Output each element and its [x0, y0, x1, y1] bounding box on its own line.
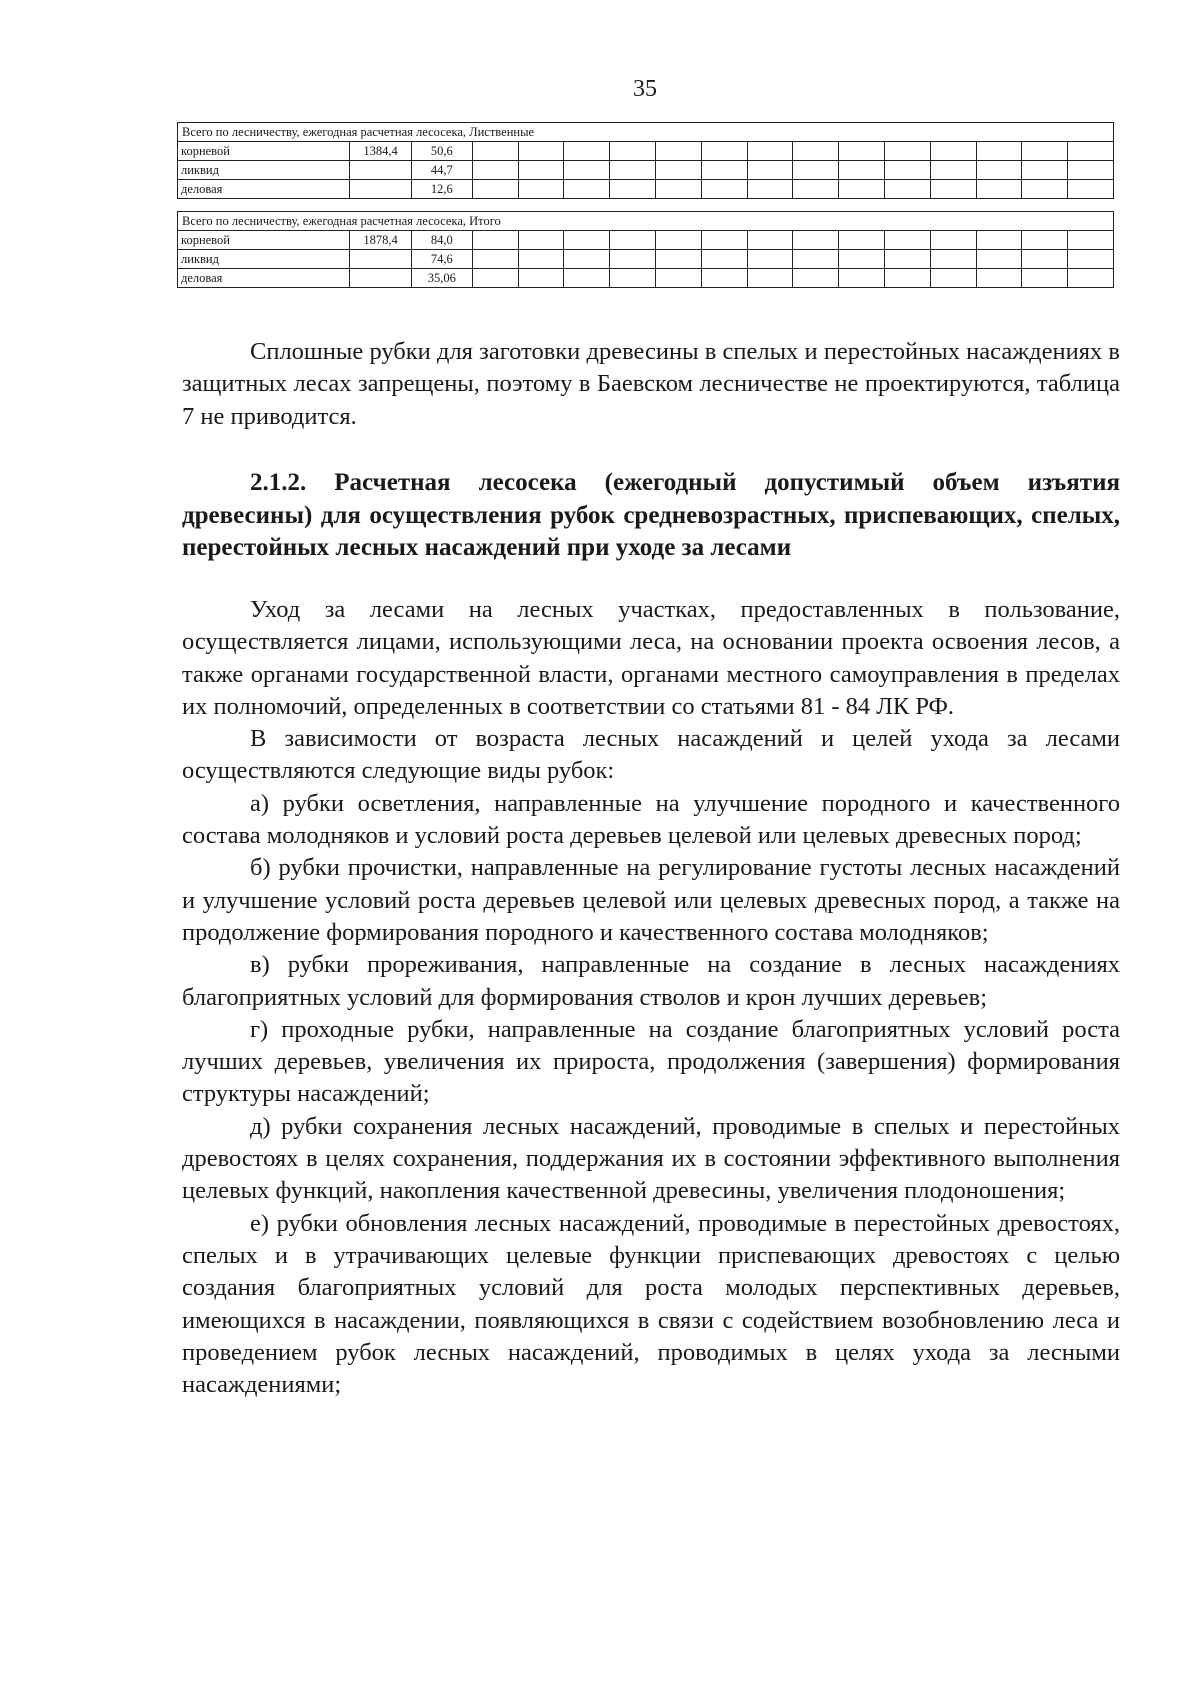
empty-cell — [839, 180, 885, 199]
empty-cell — [930, 231, 976, 250]
empty-cell — [747, 180, 793, 199]
empty-cell — [884, 180, 930, 199]
empty-cell — [884, 269, 930, 288]
empty-cell — [976, 180, 1022, 199]
empty-cell — [976, 269, 1022, 288]
row-value: 50,6 — [411, 142, 472, 161]
table-row — [178, 180, 1114, 199]
empty-cell — [793, 250, 839, 269]
main-text-block — [182, 594, 1120, 1401]
empty-cell — [793, 269, 839, 288]
empty-cell — [701, 180, 747, 199]
empty-cell — [564, 231, 610, 250]
empty-cell — [701, 250, 747, 269]
table-row — [178, 269, 1114, 288]
empty-cell — [747, 142, 793, 161]
empty-cell — [747, 269, 793, 288]
empty-cell — [472, 161, 518, 180]
row-label: ликвид — [178, 161, 350, 180]
intro-paragraph: Сплошные рубки для заготовки древесины в спелых и перестойных насаждениях в защитных лесах запрещены, поэтому в Баевском лесничестве не проектируются, таблица 7 не приводится. — [182, 338, 1120, 430]
empty-cell — [472, 231, 518, 250]
empty-cell — [701, 161, 747, 180]
empty-cell — [793, 161, 839, 180]
empty-cell — [656, 250, 702, 269]
empty-cell — [610, 161, 656, 180]
table-section-header-row — [178, 212, 1114, 231]
empty-cell — [518, 250, 564, 269]
empty-cell — [839, 161, 885, 180]
empty-cell — [976, 161, 1022, 180]
table-row — [178, 250, 1114, 269]
empty-cell — [884, 231, 930, 250]
row-label: деловая — [178, 269, 350, 288]
list-item: г) проходные рубки, направленные на создание благоприятных условий роста лучших деревьев, увеличения их прироста, продолжения (завершения) формирования структуры насаждений; — [182, 1015, 1120, 1108]
empty-cell — [1022, 161, 1068, 180]
empty-cell — [930, 180, 976, 199]
row-total — [350, 180, 411, 199]
empty-cell — [518, 180, 564, 199]
list-item: б) рубки прочистки, направленные на регулирование густоты лесных насаждений и улучшение условий роста деревьев целевой или целевых древесных пород, а также на продолжение формирования породного и качественного состава молодняков; — [182, 854, 1120, 946]
empty-cell — [839, 142, 885, 161]
empty-cell — [518, 269, 564, 288]
empty-cell — [930, 142, 976, 161]
list-item: в) рубки прореживания, направленные на создание в лесных насаждениях благоприятных условий для формирования стволов и крон лучших деревьев; — [182, 951, 1120, 1011]
table-gap-row — [178, 199, 1114, 212]
empty-cell — [564, 180, 610, 199]
empty-cell — [884, 161, 930, 180]
empty-cell — [1068, 231, 1114, 250]
empty-cell — [1068, 180, 1114, 199]
empty-cell — [701, 269, 747, 288]
empty-cell — [610, 250, 656, 269]
empty-cell — [1022, 269, 1068, 288]
row-value: 84,0 — [411, 231, 472, 250]
empty-cell — [610, 231, 656, 250]
list-item: а) рубки осветления, направленные на улучшение породного и качественного состава молодняков и условий роста деревьев целевой или целевых древесных пород; — [182, 789, 1120, 850]
empty-cell — [976, 142, 1022, 161]
empty-cell — [747, 231, 793, 250]
empty-cell — [656, 231, 702, 250]
row-value: 44,7 — [411, 161, 472, 180]
table-section-header-row — [178, 123, 1114, 142]
empty-cell — [518, 142, 564, 161]
empty-cell — [472, 250, 518, 269]
empty-cell — [976, 250, 1022, 269]
empty-cell — [747, 161, 793, 180]
paragraph: В зависимости от возраста лесных насаждений и целей ухода за лесами осуществляются следующие виды рубок: — [182, 725, 1120, 785]
empty-cell — [610, 269, 656, 288]
empty-cell — [839, 250, 885, 269]
empty-cell — [564, 269, 610, 288]
section-heading: 2.1.2. Расчетная лесосека (ежегодный допустимый объем изъятия древесины) для осуществления рубок средневозрастных, приспевающих, спелых, перестойных лесных насаждений при уходе за лесами — [182, 469, 1120, 561]
list-item: е) рубки обновления лесных насаждений, проводимые в перестойных древостоях, спелых и в утрачивающих целевые функции приспевающих древостоях с целью создания благоприятных условий для роста молодых перспективных деревьев, имеющихся в насаждении, появляющихся в связи с содействием возобновлению леса и проведением рубок лесных насаждений, проводимых в целях ухода за лесными насаждениями; — [182, 1209, 1120, 1399]
row-label: деловая — [178, 180, 350, 199]
empty-cell — [518, 161, 564, 180]
empty-cell — [656, 142, 702, 161]
row-label: ликвид — [178, 250, 350, 269]
empty-cell — [472, 180, 518, 199]
page-number: 35 — [633, 76, 657, 102]
table-row — [178, 161, 1114, 180]
empty-cell — [656, 269, 702, 288]
empty-cell — [930, 269, 976, 288]
empty-cell — [656, 180, 702, 199]
empty-cell — [1022, 142, 1068, 161]
empty-cell — [656, 161, 702, 180]
empty-cell — [793, 142, 839, 161]
empty-cell — [839, 231, 885, 250]
empty-cell — [472, 269, 518, 288]
list-item: д) рубки сохранения лесных насаждений, проводимые в спелых и перестойных древостоях в целях сохранения, поддержания их в состоянии эффективного выполнения целевых функций, накопления качественной древесины, увеличения плодоношения; — [182, 1112, 1120, 1205]
row-value: 74,6 — [411, 250, 472, 269]
empty-cell — [1022, 180, 1068, 199]
empty-cell — [564, 142, 610, 161]
row-total — [350, 250, 411, 269]
empty-cell — [930, 250, 976, 269]
table-section-title: Всего по лесничеству, ежегодная расчетная лесосека, Итого — [178, 212, 1114, 231]
empty-cell — [1068, 250, 1114, 269]
row-total: 1384,4 — [350, 142, 411, 161]
empty-cell — [793, 180, 839, 199]
empty-cell — [564, 161, 610, 180]
table-section-title: Всего по лесничеству, ежегодная расчетная лесосека, Лиственные — [178, 123, 1114, 142]
empty-cell — [793, 231, 839, 250]
row-label: корневой — [178, 142, 350, 161]
empty-cell — [884, 250, 930, 269]
intro-paragraph-block — [182, 336, 1120, 433]
empty-cell — [610, 180, 656, 199]
table-row — [178, 231, 1114, 250]
empty-cell — [701, 142, 747, 161]
empty-cell — [1022, 231, 1068, 250]
paragraph: Уход за лесами на лесных участках, предоставленных в пользование, осуществляется лицами, использующими леса, на основании проекта освоения лесов, а также органами государственной власти, органами местного самоуправления в пределах их полномочий, определенных в соответствии со статьями 81 - 84 ЛК РФ. — [182, 596, 1120, 720]
empty-cell — [472, 142, 518, 161]
empty-cell — [701, 231, 747, 250]
row-total — [350, 161, 411, 180]
empty-cell — [1068, 269, 1114, 288]
table-gap-cell — [178, 199, 1114, 212]
empty-cell — [976, 231, 1022, 250]
row-label: корневой — [178, 231, 350, 250]
table-row — [178, 142, 1114, 161]
cutting-area-table — [177, 122, 1114, 288]
empty-cell — [884, 142, 930, 161]
empty-cell — [1022, 250, 1068, 269]
empty-cell — [1068, 142, 1114, 161]
row-total — [350, 269, 411, 288]
empty-cell — [1068, 161, 1114, 180]
row-total: 1878,4 — [350, 231, 411, 250]
empty-cell — [610, 142, 656, 161]
empty-cell — [564, 250, 610, 269]
empty-cell — [930, 161, 976, 180]
empty-cell — [839, 269, 885, 288]
row-value: 35,06 — [411, 269, 472, 288]
empty-cell — [747, 250, 793, 269]
row-value: 12,6 — [411, 180, 472, 199]
empty-cell — [518, 231, 564, 250]
